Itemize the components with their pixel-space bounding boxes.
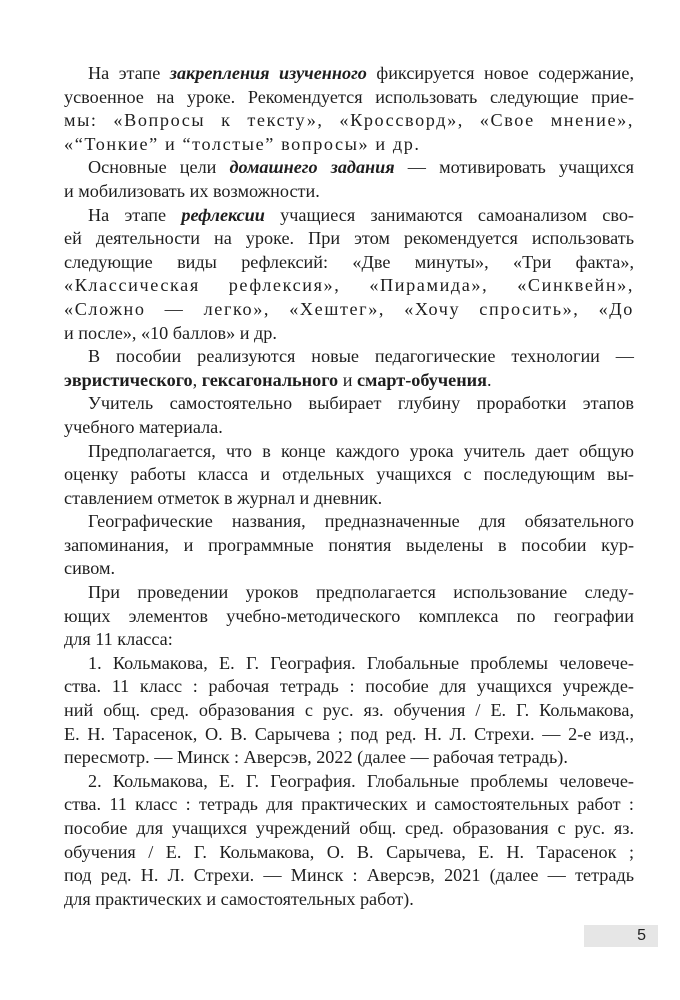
text-line: ей деятельности на уроке. При этом рекомендуется использовать — [64, 228, 634, 249]
page-number-bar — [584, 925, 658, 947]
text-line: 2. Кольмакова, Е. Г. География. Глобальные проблемы человече- — [88, 770, 634, 791]
text-line: мы: «Вопросы к тексту», «Кроссворд», «Свое мнение», — [64, 110, 634, 131]
text-line: «Сложно — легко», «Хештег», «Хочу спросить», «До — [64, 298, 634, 319]
text-line: пособие для учащихся учреждений общ. сред. образования с рус. яз. — [64, 818, 634, 838]
text-line: На этапе рефлексии учащиеся занимаются самоанализом сво- — [88, 204, 634, 225]
paragraph-depth — [64, 392, 634, 439]
text-line: следующие виды рефлексий: «Две минуты», «Три факта», — [64, 251, 634, 272]
text-line: сивом. — [64, 558, 116, 579]
text-line: запоминания, и программные понятия выделены в пособии кур- — [64, 534, 634, 555]
text-line: При проведении уроков предполагается использование следу- — [88, 582, 634, 603]
term-consolidation: закрепления изученного — [169, 63, 367, 83]
text-line: Учитель самостоятельно выбирает глубину проработки этапов — [88, 393, 634, 414]
term-reflection: рефлексии — [181, 204, 265, 225]
text-line: для практических и самостоятельных работ). — [64, 888, 414, 909]
paragraph-consolidation — [64, 62, 634, 156]
text-line: На этапе закрепления изученного фиксируется новое содержание, — [88, 63, 634, 83]
text-line: обучения / Е. Г. Кольмакова, О. В. Сарычева, Е. Н. Тарасенок ; — [64, 841, 634, 862]
paragraph-complex — [64, 581, 634, 652]
text-line: Основные цели домашнего задания — мотивировать учащихся — [88, 157, 634, 178]
text-line: ющих элементов учебно-методического комплекса по географии — [64, 605, 634, 626]
paragraph-names — [64, 510, 634, 581]
page-body — [64, 62, 634, 911]
text-line: усвоенное на уроке. Рекомендуется использовать следующие прие- — [64, 86, 634, 107]
text-line: ставлением отметок в журнал и дневник. — [64, 487, 383, 508]
text-line: и мобилизовать их возможности. — [64, 180, 320, 201]
text-line: пересмотр. — Минск : Аверсэв, 2022 (далее — рабочая тетрадь). — [64, 747, 568, 768]
term-homework: домашнего задания — [229, 157, 395, 178]
text-line: оценку работы класса и отдельных учащихся с последующим вы- — [64, 464, 634, 485]
reference-2 — [64, 770, 634, 912]
paragraph-technologies — [64, 345, 634, 392]
text-line: и после», «10 баллов» и др. — [64, 322, 277, 343]
page-number: 5 — [637, 927, 646, 944]
text-line: 1. Кольмакова, Е. Г. География. Глобальные проблемы человече- — [88, 652, 634, 673]
text-line: учебного материала. — [64, 416, 223, 437]
text-line: под ред. Н. Л. Стрехи. — Минск : Аверсэв, 2021 (далее — тетрадь — [64, 865, 634, 886]
text-line: Географические названия, предназначенные для обязательного — [88, 511, 634, 532]
text-line: эвристического, гексагонального и смарт-обучения. — [64, 369, 492, 390]
text-line: «“Тонкие” и “толстые” вопросы» и др. — [64, 133, 421, 154]
text-line: ства. 11 класс : тетрадь для практических и самостоятельных работ : — [64, 794, 634, 815]
text-line: Е. Н. Тарасенок, О. В. Сарычева ; под ред. Н. Л. Стрехи. — 2-е изд., — [64, 723, 634, 744]
paragraph-reflection — [64, 204, 634, 346]
paragraph-assessment — [64, 440, 634, 511]
paragraph-homework — [64, 156, 634, 203]
text-line: «Классическая рефлексия», «Пирамида», «Синквейн», — [64, 275, 634, 296]
text-line: для 11 класса: — [64, 629, 173, 650]
text-line: Предполагается, что в конце каждого урока учитель дает общую — [88, 440, 634, 461]
reference-1 — [64, 652, 634, 770]
text-line: ства. 11 класс : рабочая тетрадь : пособие для учащихся учрежде- — [64, 676, 634, 697]
text-line: В пособии реализуются новые педагогические технологии — — [88, 346, 634, 367]
text-line: ний общ. сред. образования с рус. яз. обучения / Е. Г. Кольмакова, — [64, 700, 634, 721]
